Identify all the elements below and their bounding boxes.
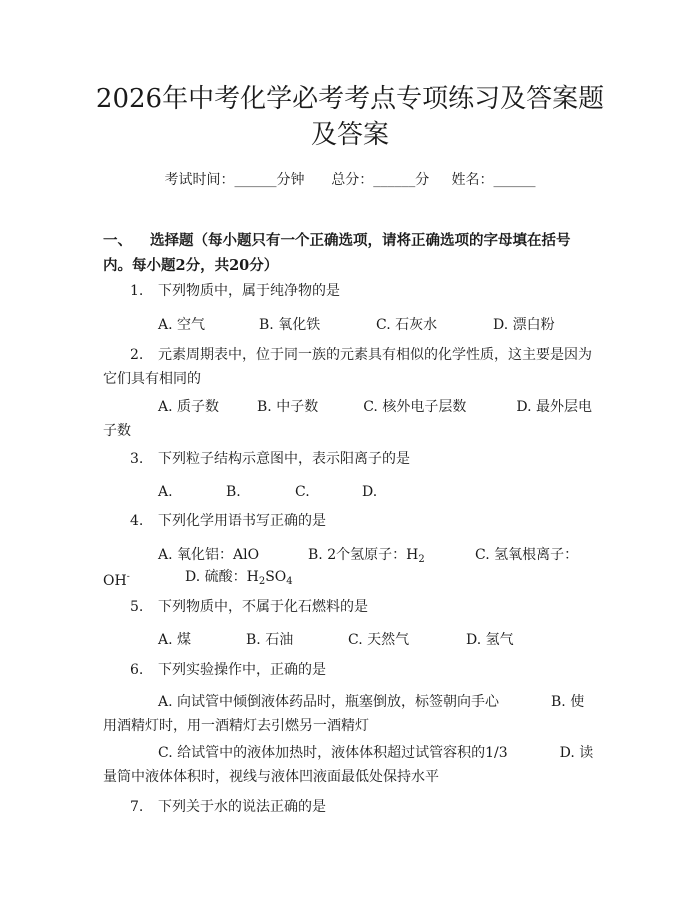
q4-option-c: C. 氢氧根离子： bbox=[475, 547, 579, 563]
question-number: 1. bbox=[130, 283, 144, 299]
q6-option-d: D. 读量筒中液体体积时，视线与液体凹液面最低处保持水平 bbox=[103, 745, 594, 785]
q3-option-a: A. bbox=[158, 484, 173, 500]
question-1 bbox=[103, 281, 598, 302]
question-6 bbox=[103, 660, 598, 681]
q3-option-c: C. bbox=[295, 484, 310, 500]
question-number: 7. bbox=[130, 799, 144, 815]
question-stem: 下列物质中，不属于化石燃料的是 bbox=[158, 599, 368, 615]
question-3 bbox=[103, 449, 598, 470]
doc-title-line-2: 及答案 bbox=[310, 120, 389, 150]
exam-time-field: 考试时间：______分钟 bbox=[164, 172, 305, 188]
subscript: 2 bbox=[418, 554, 425, 565]
question-number: 2. bbox=[130, 347, 144, 363]
question-5 bbox=[103, 597, 598, 618]
section-instructions: 选择题（每小题只有一个正确选项，请将正确选项的字母填在括号内。每小题2分，共20分） bbox=[103, 232, 571, 274]
question-stem: 下列物质中，属于纯净物的是 bbox=[158, 283, 340, 299]
q2-options bbox=[103, 395, 598, 443]
question-number: 6. bbox=[130, 662, 144, 678]
q6-option-a: A. 向试管中倾倒液体药品时，瓶塞倒放，标签朝向手心 bbox=[158, 694, 500, 710]
question-4 bbox=[103, 511, 598, 532]
q5-option-c: C. 天然气 bbox=[348, 632, 410, 648]
subscript: 2 bbox=[258, 576, 266, 587]
question-stem: 下列实验操作中，正确的是 bbox=[158, 662, 326, 678]
section-number: 一、 bbox=[103, 232, 132, 249]
q5-option-a: A. 煤 bbox=[158, 632, 192, 648]
question-number: 3. bbox=[130, 451, 144, 467]
q2-option-a: A. 质子数 bbox=[158, 399, 220, 415]
q5-option-b: B. 石油 bbox=[246, 632, 294, 648]
doc-title-line-1: 2026年中考化学必考考点专项练习及答案题 bbox=[95, 84, 605, 114]
q5-option-d: D. 氢气 bbox=[466, 632, 514, 648]
question-number: 4. bbox=[130, 513, 144, 529]
q4-option-a: A. 氧化铝：AlO bbox=[158, 547, 260, 563]
question-stem: 下列化学用语书写正确的是 bbox=[158, 513, 326, 529]
question-2 bbox=[103, 343, 598, 391]
superscript: - bbox=[126, 572, 130, 582]
total-score-field: 总分：______分 bbox=[331, 172, 430, 188]
q1-option-c: C. 石灰水 bbox=[376, 317, 438, 333]
q6-options-cd bbox=[103, 741, 598, 789]
q4-option-d: D. 硫酸：$H_2SO_4$ bbox=[185, 569, 293, 587]
q4-option-c-continued: OH- bbox=[103, 572, 130, 589]
q2-option-c: C. 核外电子层数 bbox=[363, 399, 467, 415]
q6-option-c: C. 给试管中的液体加热时，液体体积超过试管容积的1/3 bbox=[158, 745, 508, 761]
q1-option-a: A. 空气 bbox=[158, 317, 206, 333]
question-stem: 下列粒子结构示意图中，表示阳离子的是 bbox=[158, 451, 410, 467]
q1-option-b: B. 氧化铁 bbox=[259, 317, 321, 333]
student-name-field: 姓名：______ bbox=[451, 172, 536, 188]
q2-option-b: B. 中子数 bbox=[257, 399, 319, 415]
question-number: 5. bbox=[130, 599, 144, 615]
question-stem: 下列关于水的说法正确的是 bbox=[158, 799, 326, 815]
section-heading bbox=[103, 228, 598, 278]
q3-option-d: D. bbox=[362, 484, 378, 500]
q1-option-d: D. 漂白粉 bbox=[493, 317, 555, 333]
question-7 bbox=[103, 797, 598, 818]
subscript: 4 bbox=[286, 576, 293, 587]
q2-option-d: D. 最外层电子数 bbox=[103, 399, 592, 439]
q6-options-ab bbox=[103, 690, 598, 738]
q6-option-b: B. 使用酒精灯时，用一酒精灯去引燃另一酒精灯 bbox=[103, 694, 585, 734]
exam-info-line bbox=[0, 170, 700, 190]
q4-option-b: B. 2个氢原子：$H_2$ bbox=[308, 547, 425, 565]
q3-option-b: B. bbox=[226, 484, 241, 500]
question-stem: 元素周期表中，位于同一族的元素具有相似的化学性质，这主要是因为它们具有相同的 bbox=[103, 347, 592, 387]
